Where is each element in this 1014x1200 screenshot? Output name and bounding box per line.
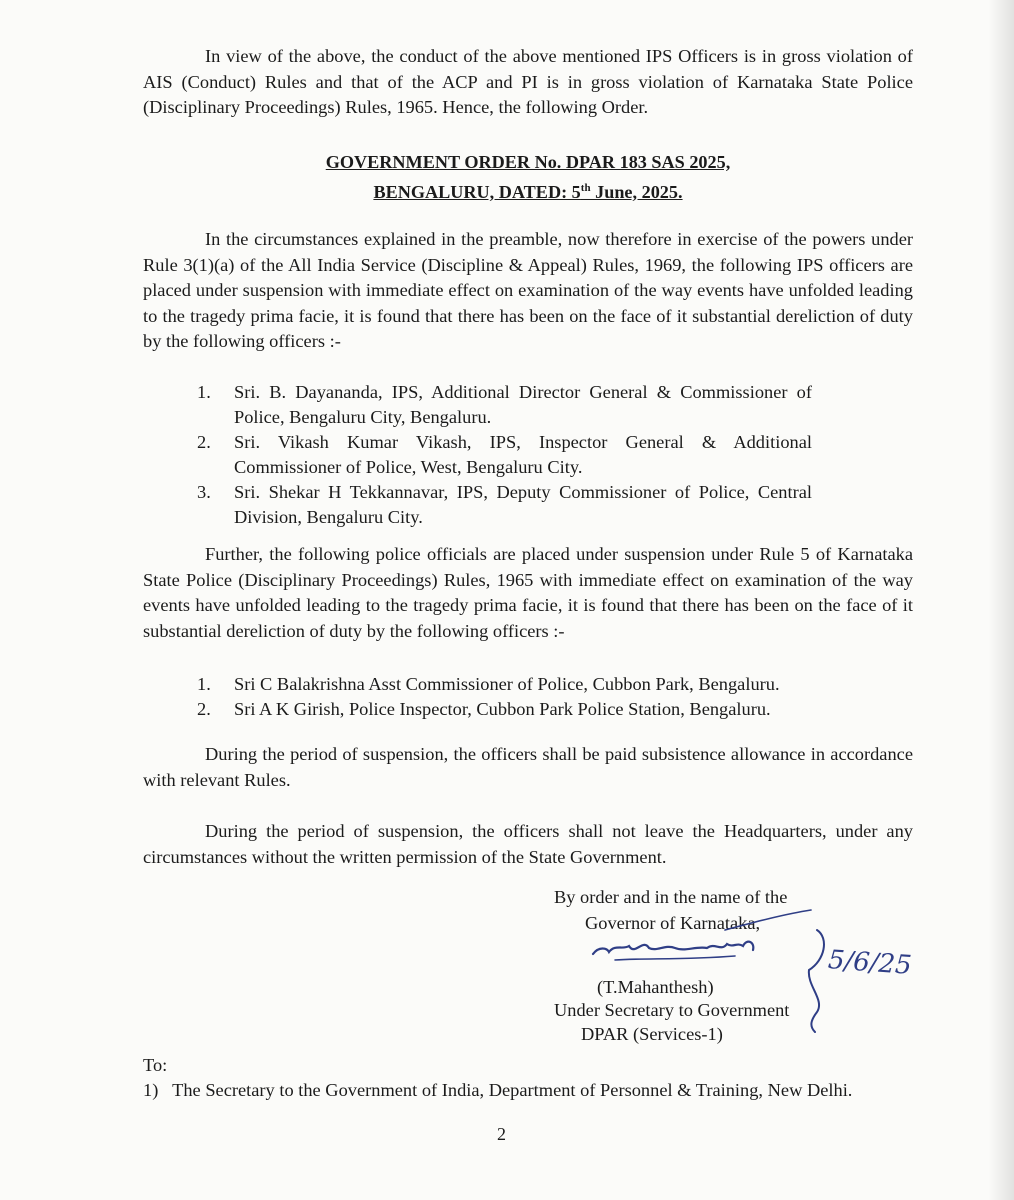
further-paragraph: Further, the following police officials are placed under suspension under Rule 5 of Karnataka State Police (Disciplinary Proceedings) Rules, 1965 with immediate effect on examination of the way events have unfolded leading to the tragedy prima facie, it is found that there has been on the face of it substantial dereliction of duty by the following officers :- — [143, 544, 913, 641]
list-item-number: 1. — [197, 674, 211, 694]
list-item-text: Sri C Balakrishna Asst Commissioner of Police, Cubbon Park, Bengaluru. — [234, 674, 780, 694]
list-item — [197, 480, 812, 530]
list-item — [197, 697, 837, 722]
order-heading-line1: GOVERNMENT ORDER No. DPAR 183 SAS 2025, — [325, 152, 731, 172]
recipient-number: 1) — [143, 1080, 159, 1100]
intro-paragraph: In view of the above, the conduct of the above mentioned IPS Officers is in gross violation of AIS (Conduct) Rules and that of the ACP and PI is in gross violation of Karnataka State Police (Disciplinary Proceedings) Rules, 1965. Hence, the following Order. — [143, 46, 913, 117]
order-date-suffix: June, 2025. — [590, 181, 683, 202]
allowance-paragraph: During the period of suspension, the officers shall be paid subsistence allowance in accordance with relevant Rules. — [143, 744, 913, 790]
list-item — [197, 430, 812, 480]
preamble-paragraph: In the circumstances explained in the preamble, now therefore in exercise of the powers under Rule 3(1)(a) of the All India Service (Discipline & Appeal) Rules, 1969, the following IPS officers are placed under suspension with immediate effect on examination of the way events have unfolded leading to the tragedy prima facie, it is found that there has been on the face of it substantial dereliction of duty by the following officers :- — [143, 229, 913, 351]
list-item-number: 2. — [197, 432, 211, 452]
police-official-list — [197, 672, 837, 722]
signatory-designation: Under Secretary to Government — [554, 1000, 790, 1020]
list-item-text: Sri. B. Dayananda, IPS, Additional Director General & Commissioner of Police, Bengaluru City, Bengaluru. — [234, 382, 812, 427]
order-date-superscript: th — [580, 181, 591, 194]
order-heading-line2 — [373, 182, 682, 202]
page-edge-shadow — [988, 0, 1014, 1200]
list-item-number: 3. — [197, 482, 211, 502]
order-date-prefix: BENGALURU, DATED: 5 — [373, 181, 581, 202]
signatory-name: (T.Mahanthesh) — [597, 977, 714, 997]
order-heading — [143, 150, 913, 205]
ips-officer-list — [197, 380, 812, 530]
list-item-number: 2. — [197, 699, 211, 719]
headquarters-paragraph: During the period of suspension, the officers shall not leave the Headquarters, under any circumstances without the written permission of the State Government. — [143, 821, 913, 867]
to-label: To: — [143, 1055, 168, 1075]
signature-line2: Governor of Karnataka, — [585, 913, 761, 933]
signature-line1: By order and in the name of the — [554, 887, 788, 907]
list-item-text: Sri. Shekar H Tekkannavar, IPS, Deputy Commissioner of Police, Central Division, Bengaluru City. — [234, 482, 812, 527]
recipient-text: The Secretary to the Government of India, Department of Personnel & Training, New Delhi. — [172, 1080, 853, 1100]
list-item-number: 1. — [197, 382, 211, 402]
recipient-item — [143, 1078, 852, 1103]
handwritten-date: 5/6/25 — [827, 945, 913, 981]
list-item — [197, 380, 812, 430]
list-item-text: Sri. Vikash Kumar Vikash, IPS, Inspector General & Additional Commissioner of Police, West, Bengaluru City. — [234, 432, 812, 477]
signatory-department: DPAR (Services-1) — [581, 1024, 723, 1044]
page-number: 2 — [497, 1124, 506, 1144]
list-item-text: Sri A K Girish, Police Inspector, Cubbon Park Police Station, Bengaluru. — [234, 699, 771, 719]
list-item — [197, 672, 837, 697]
